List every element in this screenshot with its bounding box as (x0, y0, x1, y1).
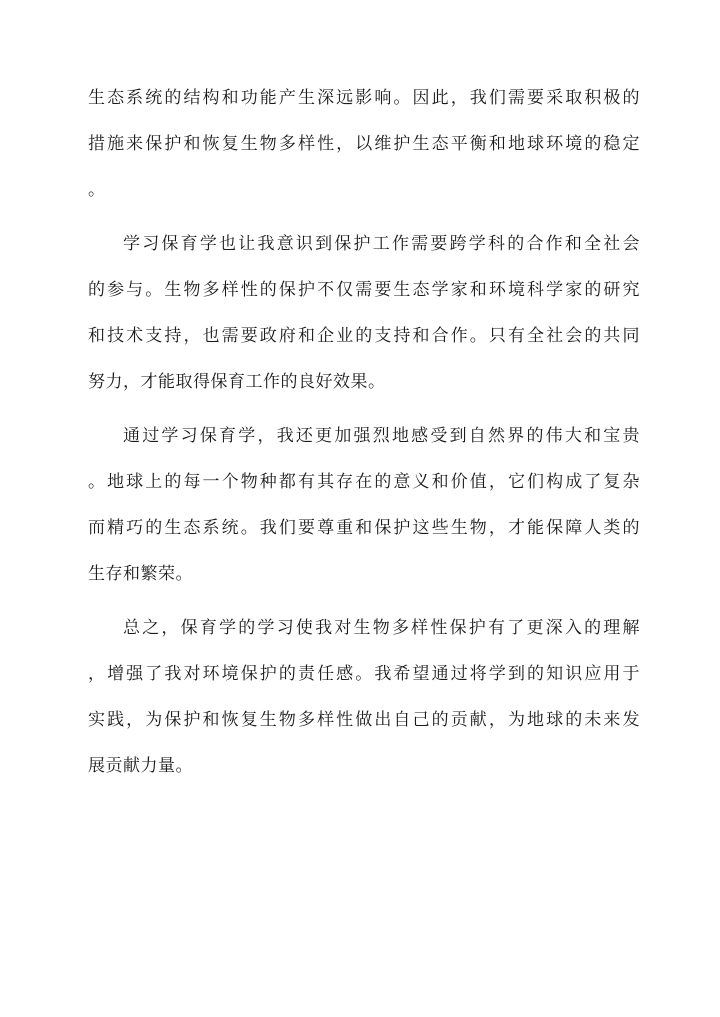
paragraph-2-line-3: 和技术支持，也需要政府和企业的支持和合作。只有全社会的共同 (88, 326, 640, 346)
paragraph-4-line-3: 实践，为保护和恢复生物多样性做出自己的贡献，为地球的未来发 (88, 710, 640, 730)
paragraph-3-line-4: 生存和繁荣。 (88, 564, 193, 584)
paragraph-3-line-3: 而精巧的生态系统。我们要尊重和保护这些生物，才能保障人类的 (88, 518, 640, 538)
paragraph-3-line-2: 。地球上的每一个物种都有其存在的意义和价值，它们构成了复杂 (88, 472, 640, 492)
paragraph-1-line-3: 。 (88, 180, 106, 200)
paragraph-2-line-2: 的参与。生物多样性的保护不仅需要生态学家和环境科学家的研究 (88, 280, 640, 300)
paragraph-4-line-4: 展贡献力量。 (88, 756, 193, 776)
paragraph-4-line-2: ，增强了我对环境保护的责任感。我希望通过将学到的知识应用于 (88, 664, 640, 684)
paragraph-2-line-4: 努力，才能取得保育工作的良好效果。 (88, 372, 386, 392)
paragraph-1-line-2: 措施来保护和恢复生物多样性，以维护生态平衡和地球环境的稳定 (88, 134, 640, 154)
paragraph-2-line-1: 学习保育学也让我意识到保护工作需要跨学科的合作和全社会 (123, 234, 640, 254)
paragraph-1-line-1: 生态系统的结构和功能产生深远影响。因此，我们需要采取积极的 (88, 88, 640, 108)
paragraph-4-line-1: 总之，保育学的学习使我对生物多样性保护有了更深入的理解 (123, 618, 640, 638)
paragraph-3-line-1: 通过学习保育学，我还更加强烈地感受到自然界的伟大和宝贵 (123, 426, 640, 446)
